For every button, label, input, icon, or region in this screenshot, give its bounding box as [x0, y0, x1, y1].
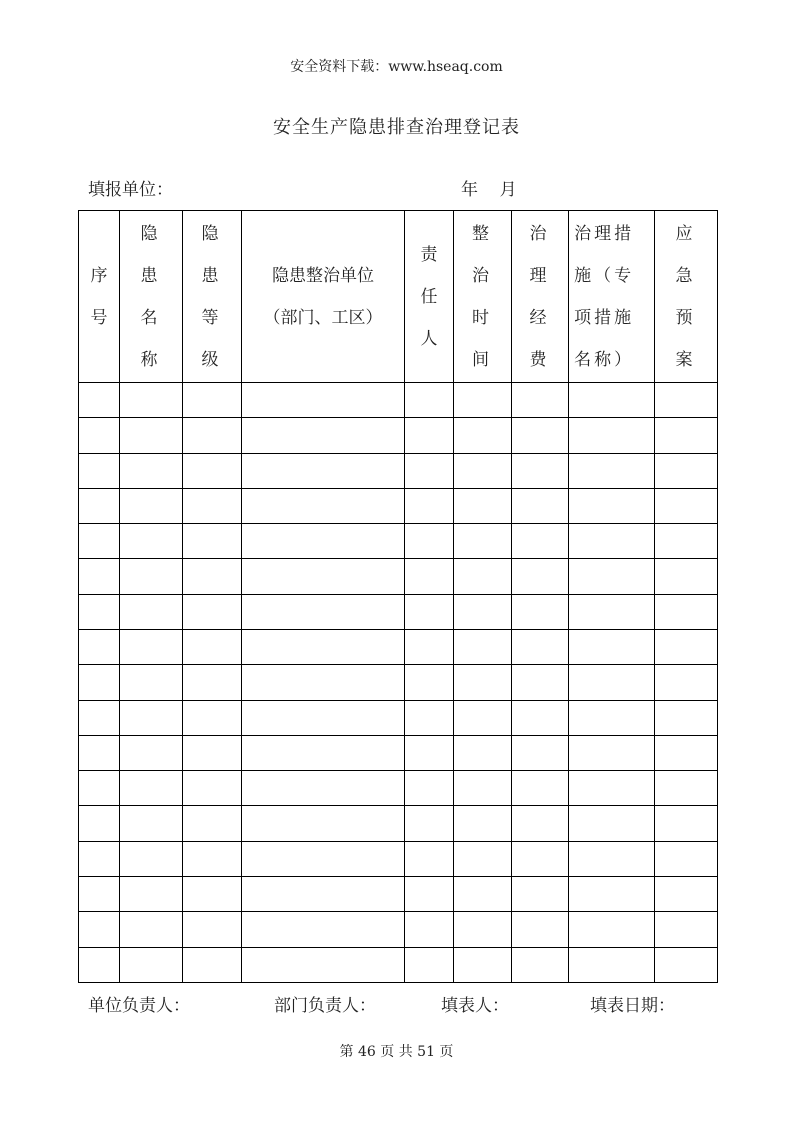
table-cell-seq[interactable] — [79, 841, 120, 876]
table-cell-time[interactable] — [454, 876, 512, 911]
table-cell-name[interactable] — [120, 559, 183, 594]
table-row — [79, 418, 718, 453]
table-cell-name[interactable] — [120, 876, 183, 911]
table-cell-plan[interactable] — [655, 488, 718, 523]
table-cell-name[interactable] — [120, 665, 183, 700]
table-header-row — [79, 211, 718, 383]
table-cell-person[interactable] — [405, 947, 454, 983]
table-cell-cost[interactable] — [512, 488, 569, 523]
table-cell-seq[interactable] — [79, 700, 120, 735]
table-cell-plan[interactable] — [655, 559, 718, 594]
table-row — [79, 559, 718, 594]
table-cell-person[interactable] — [405, 524, 454, 559]
table-cell-unit[interactable] — [242, 594, 405, 629]
page-number: 第 46 页 共 51 页 — [339, 1044, 454, 1060]
table-cell-unit[interactable] — [242, 947, 405, 983]
table-cell-measures[interactable] — [569, 806, 655, 841]
table-cell-name[interactable] — [120, 806, 183, 841]
table-cell-measures[interactable] — [569, 418, 655, 453]
table-cell-cost[interactable] — [512, 771, 569, 806]
table-cell-cost[interactable] — [512, 383, 569, 418]
table-cell-plan[interactable] — [655, 876, 718, 911]
table-cell-unit[interactable] — [242, 700, 405, 735]
table-row — [79, 383, 718, 418]
fill-date-label: 填表日期： — [590, 996, 675, 1016]
table-cell-measures[interactable] — [569, 559, 655, 594]
table-cell-time[interactable] — [454, 947, 512, 983]
table-cell-time[interactable] — [454, 629, 512, 664]
table-cell-name[interactable] — [120, 947, 183, 983]
table-cell-measures[interactable] — [569, 947, 655, 983]
table-cell-time[interactable] — [454, 665, 512, 700]
table-cell-plan[interactable] — [655, 665, 718, 700]
table-cell-name[interactable] — [120, 912, 183, 947]
table-cell-time[interactable] — [454, 488, 512, 523]
table-cell-person[interactable] — [405, 841, 454, 876]
table-cell-name[interactable] — [120, 524, 183, 559]
table-row — [79, 841, 718, 876]
table-cell-unit[interactable] — [242, 488, 405, 523]
table-row — [79, 453, 718, 488]
table-row — [79, 488, 718, 523]
table-cell-cost[interactable] — [512, 524, 569, 559]
table-cell-plan[interactable] — [655, 524, 718, 559]
table-cell-plan[interactable] — [655, 806, 718, 841]
table-cell-seq[interactable] — [79, 665, 120, 700]
column-header-plan: 应急预案 — [655, 211, 718, 383]
table-cell-name[interactable] — [120, 488, 183, 523]
table-cell-person[interactable] — [405, 912, 454, 947]
table-cell-unit[interactable] — [242, 559, 405, 594]
table-cell-cost[interactable] — [512, 559, 569, 594]
page-title: 安全生产隐患排查治理登记表 — [273, 117, 520, 138]
table-row — [79, 771, 718, 806]
table-cell-level[interactable] — [183, 912, 242, 947]
hazard-register-table — [78, 210, 718, 983]
table-cell-measures[interactable] — [569, 524, 655, 559]
table-cell-plan[interactable] — [655, 947, 718, 983]
column-header-person: 责任人 — [405, 211, 454, 383]
table-cell-measures[interactable] — [569, 912, 655, 947]
column-header-cost: 治理经费 — [512, 211, 569, 383]
table-cell-time[interactable] — [454, 524, 512, 559]
table-cell-measures[interactable] — [569, 735, 655, 770]
table-cell-time[interactable] — [454, 806, 512, 841]
table-row — [79, 665, 718, 700]
table-cell-level[interactable] — [183, 488, 242, 523]
table-cell-level[interactable] — [183, 841, 242, 876]
table-row — [79, 912, 718, 947]
table-cell-level[interactable] — [183, 383, 242, 418]
table-cell-person[interactable] — [405, 629, 454, 664]
table-cell-person[interactable] — [405, 383, 454, 418]
table-cell-cost[interactable] — [512, 453, 569, 488]
table-cell-level[interactable] — [183, 629, 242, 664]
table-cell-person[interactable] — [405, 418, 454, 453]
table-cell-unit[interactable] — [242, 418, 405, 453]
table-cell-cost[interactable] — [512, 735, 569, 770]
table-cell-unit[interactable] — [242, 841, 405, 876]
table-cell-time[interactable] — [454, 559, 512, 594]
table-cell-person[interactable] — [405, 594, 454, 629]
table-cell-seq[interactable] — [79, 735, 120, 770]
table-cell-cost[interactable] — [512, 629, 569, 664]
table-cell-person[interactable] — [405, 735, 454, 770]
table-cell-level[interactable] — [183, 665, 242, 700]
table-row — [79, 735, 718, 770]
column-header-unit: 隐患整治单位 （部门、工区） — [242, 211, 405, 383]
table-cell-plan[interactable] — [655, 771, 718, 806]
table-cell-level[interactable] — [183, 876, 242, 911]
table-cell-level[interactable] — [183, 559, 242, 594]
table-cell-level[interactable] — [183, 771, 242, 806]
table-cell-person[interactable] — [405, 876, 454, 911]
table-cell-seq[interactable] — [79, 524, 120, 559]
table-cell-plan[interactable] — [655, 594, 718, 629]
table-cell-cost[interactable] — [512, 876, 569, 911]
table-cell-name[interactable] — [120, 771, 183, 806]
table-cell-plan[interactable] — [655, 629, 718, 664]
table-cell-unit[interactable] — [242, 876, 405, 911]
table-cell-plan[interactable] — [655, 700, 718, 735]
table-cell-time[interactable] — [454, 594, 512, 629]
source-header: 安全资料下载：www.hseaq.com — [290, 59, 503, 75]
table-cell-plan[interactable] — [655, 841, 718, 876]
table-body — [79, 383, 718, 983]
table-cell-person[interactable] — [405, 806, 454, 841]
table-cell-measures[interactable] — [569, 771, 655, 806]
table-cell-measures[interactable] — [569, 876, 655, 911]
table-cell-seq[interactable] — [79, 383, 120, 418]
table-cell-seq[interactable] — [79, 806, 120, 841]
table-cell-unit[interactable] — [242, 912, 405, 947]
table-cell-person[interactable] — [405, 665, 454, 700]
table-cell-level[interactable] — [183, 418, 242, 453]
table-cell-level[interactable] — [183, 453, 242, 488]
table-cell-time[interactable] — [454, 841, 512, 876]
table-cell-name[interactable] — [120, 383, 183, 418]
table-row — [79, 700, 718, 735]
table-cell-seq[interactable] — [79, 876, 120, 911]
table-cell-unit[interactable] — [242, 524, 405, 559]
table-row — [79, 947, 718, 983]
table-cell-seq[interactable] — [79, 453, 120, 488]
table-row — [79, 876, 718, 911]
table-cell-name[interactable] — [120, 594, 183, 629]
table-cell-unit[interactable] — [242, 453, 405, 488]
table-cell-person[interactable] — [405, 559, 454, 594]
table-cell-measures[interactable] — [569, 629, 655, 664]
column-header-seq: 序号 — [79, 211, 120, 383]
table-cell-level[interactable] — [183, 806, 242, 841]
table-cell-cost[interactable] — [512, 700, 569, 735]
table-cell-cost[interactable] — [512, 806, 569, 841]
table-cell-measures[interactable] — [569, 453, 655, 488]
table-row — [79, 594, 718, 629]
table-cell-seq[interactable] — [79, 559, 120, 594]
table-cell-name[interactable] — [120, 418, 183, 453]
table-cell-name[interactable] — [120, 629, 183, 664]
table-row — [79, 629, 718, 664]
table-cell-seq[interactable] — [79, 947, 120, 983]
column-header-level: 隐患等级 — [183, 211, 242, 383]
table-cell-level[interactable] — [183, 735, 242, 770]
table-cell-plan[interactable] — [655, 912, 718, 947]
table-cell-name[interactable] — [120, 841, 183, 876]
table-cell-cost[interactable] — [512, 841, 569, 876]
table-cell-time[interactable] — [454, 700, 512, 735]
table-cell-cost[interactable] — [512, 665, 569, 700]
column-header-measures: 治理措施（专项措施名称） — [569, 211, 655, 383]
unit-head-label: 单位负责人： — [88, 996, 190, 1016]
table-cell-measures[interactable] — [569, 594, 655, 629]
year-month-label: 年 月 — [461, 180, 517, 200]
table-cell-time[interactable] — [454, 771, 512, 806]
table-cell-plan[interactable] — [655, 735, 718, 770]
table-cell-plan[interactable] — [655, 418, 718, 453]
fill-unit-label: 填报单位： — [88, 180, 173, 200]
table-cell-measures[interactable] — [569, 383, 655, 418]
table-cell-unit[interactable] — [242, 735, 405, 770]
table-cell-cost[interactable] — [512, 947, 569, 983]
table-cell-time[interactable] — [454, 453, 512, 488]
table-cell-name[interactable] — [120, 453, 183, 488]
table-cell-unit[interactable] — [242, 771, 405, 806]
table-cell-seq[interactable] — [79, 771, 120, 806]
table-cell-seq[interactable] — [79, 418, 120, 453]
table-cell-seq[interactable] — [79, 912, 120, 947]
table-row — [79, 806, 718, 841]
table-cell-cost[interactable] — [512, 418, 569, 453]
table-cell-seq[interactable] — [79, 594, 120, 629]
column-header-name: 隐患名称 — [120, 211, 183, 383]
table-cell-measures[interactable] — [569, 488, 655, 523]
table-cell-measures[interactable] — [569, 665, 655, 700]
column-header-time: 整治时间 — [454, 211, 512, 383]
table-cell-time[interactable] — [454, 383, 512, 418]
filler-label: 填表人： — [441, 996, 509, 1016]
table-cell-time[interactable] — [454, 735, 512, 770]
table-cell-unit[interactable] — [242, 383, 405, 418]
table-cell-plan[interactable] — [655, 453, 718, 488]
table-cell-cost[interactable] — [512, 912, 569, 947]
table-cell-measures[interactable] — [569, 700, 655, 735]
table-cell-person[interactable] — [405, 488, 454, 523]
table-cell-plan[interactable] — [655, 383, 718, 418]
table-cell-level[interactable] — [183, 700, 242, 735]
table-cell-unit[interactable] — [242, 665, 405, 700]
table-cell-name[interactable] — [120, 700, 183, 735]
dept-head-label: 部门负责人： — [274, 996, 376, 1016]
table-cell-person[interactable] — [405, 700, 454, 735]
table-cell-time[interactable] — [454, 418, 512, 453]
table-cell-seq[interactable] — [79, 629, 120, 664]
table-cell-person[interactable] — [405, 453, 454, 488]
table-cell-level[interactable] — [183, 594, 242, 629]
table-cell-time[interactable] — [454, 912, 512, 947]
table-cell-cost[interactable] — [512, 594, 569, 629]
table-cell-measures[interactable] — [569, 841, 655, 876]
table-cell-level[interactable] — [183, 947, 242, 983]
table-cell-level[interactable] — [183, 524, 242, 559]
table-row — [79, 524, 718, 559]
table-cell-unit[interactable] — [242, 629, 405, 664]
table-cell-person[interactable] — [405, 771, 454, 806]
table-cell-name[interactable] — [120, 735, 183, 770]
table-cell-seq[interactable] — [79, 488, 120, 523]
table-cell-unit[interactable] — [242, 806, 405, 841]
